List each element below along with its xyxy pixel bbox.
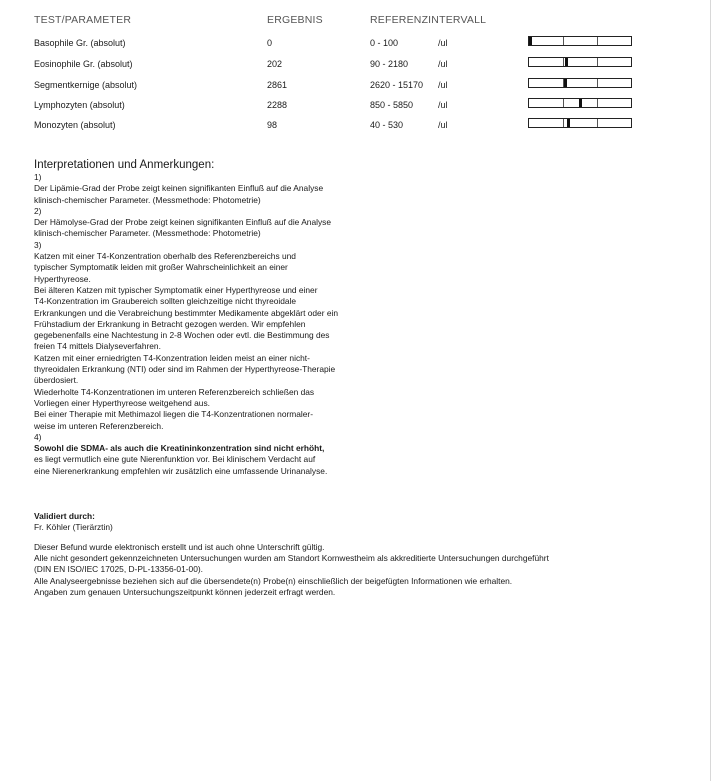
- note-number: 2): [34, 205, 42, 216]
- table-row: [4, 59, 704, 79]
- table-row: [4, 100, 704, 120]
- note-line: Katzen mit einer erniedrigten T4-Konzentration leiden meist an einer nicht-: [34, 352, 310, 363]
- footer-line: (DIN EN ISO/IEC 17025, D-PL-13356-01-00).: [34, 564, 203, 575]
- table-row: [4, 38, 704, 58]
- validator-name: Fr. Köhler (Tierärztin): [34, 522, 113, 533]
- note-line: Wiederholte T4-Konzentrationen im unteren Referenzbereich schließen das: [34, 386, 315, 397]
- parameter-name: Basophile Gr. (absolut): [34, 38, 126, 48]
- range-indicator: [528, 57, 632, 67]
- note-line: überdosiert.: [34, 375, 79, 386]
- result-value: 98: [267, 120, 278, 130]
- table-row: [4, 120, 704, 140]
- range-indicator: [528, 98, 632, 108]
- note-line: thyreoidalen Erkrankung (NTI) oder sind im Rahmen der Hyperthyreose-Therapie: [34, 364, 336, 375]
- range-indicator: [528, 78, 632, 88]
- reference-range: 850 - 5850: [370, 100, 414, 110]
- note-line: weise im unteren Referenzbereich.: [34, 420, 164, 431]
- note-line: klinisch-chemischer Parameter. (Messmethode: Photometrie): [34, 228, 261, 239]
- range-marker: [565, 58, 568, 66]
- range-indicator: [528, 36, 632, 46]
- note-number: 3): [34, 239, 42, 250]
- range-marker: [529, 37, 532, 45]
- parameter-name: Lymphozyten (absolut): [34, 100, 125, 110]
- range-marker: [579, 99, 582, 107]
- footer-line: Dieser Befund wurde elektronisch erstellt und ist auch ohne Unterschrift gültig.: [34, 541, 325, 552]
- note-line: Vorliegen einer Hyperthyreose weitgehend aus.: [34, 397, 210, 408]
- note-line: Frühstadium der Erkrankung in Betracht gezogen werden. Wir empfehlen: [34, 318, 306, 329]
- reference-range: 0 - 100: [370, 38, 399, 48]
- note-line: freien T4 mittels Dialyseverfahren.: [34, 341, 161, 352]
- header-result: ERGEBNIS: [267, 14, 323, 26]
- footer-line: Alle Analyseergebnisse beziehen sich auf die übersendete(n) Probe(n) einschließlich der beigefügten Informationen wie erhalten.: [34, 575, 513, 586]
- result-value: 2861: [267, 80, 288, 90]
- reference-range: 2620 - 15170: [370, 80, 424, 90]
- note-line-bold: Sowohl die SDMA- als auch die Kreatininkonzentration sind nicht erhöht,: [34, 443, 325, 454]
- note-line: Der Hämolyse-Grad der Probe zeigt keinen signifikanten Einfluß auf die Analyse: [34, 217, 332, 228]
- note-line: gegebenenfalls eine Nachtestung in 2-8 Wochen oder evtl. die Bestimmung des: [34, 330, 330, 341]
- note-line: Bei einer Therapie mit Methimazol liegen die T4-Konzentrationen normaler-: [34, 409, 313, 420]
- range-indicator: [528, 118, 632, 128]
- unit-label: /ul: [438, 59, 448, 69]
- note-number: 4): [34, 431, 42, 442]
- result-value: 202: [267, 59, 283, 69]
- note-line: klinisch-chemischer Parameter. (Messmethode: Photometrie): [34, 194, 261, 205]
- reference-range: 90 - 2180: [370, 59, 409, 69]
- result-value: 2288: [267, 100, 288, 110]
- parameter-name: Segmentkernige (absolut): [34, 80, 138, 90]
- note-line: Der Lipämie-Grad der Probe zeigt keinen signifikanten Einfluß auf die Analyse: [34, 183, 324, 194]
- note-number: 1): [34, 172, 42, 182]
- parameter-name: Monozyten (absolut): [34, 120, 116, 130]
- note-line: Hyperthyreose.: [34, 273, 91, 284]
- header-reference: REFERENZINTERVALL: [370, 14, 487, 26]
- interpretation-title: Interpretationen und Anmerkungen:: [34, 159, 215, 171]
- footer-line: Alle nicht gesondert gekennzeichneten Untersuchungen wurden am Standort Kornwestheim als akkreditierte Untersuchungen durchgeführt: [34, 552, 549, 563]
- range-marker: [564, 79, 567, 87]
- note-line: es liegt vermutlich eine gute Nierenfunktion vor. Bei klinischem Verdacht auf: [34, 454, 316, 465]
- interpretation-section: [34, 158, 684, 598]
- unit-label: /ul: [438, 38, 448, 48]
- report-page: [4, 0, 711, 781]
- note-line: Bei älteren Katzen mit typischer Symptomatik einer Hyperthyreose und einer: [34, 284, 318, 295]
- note-line: Katzen mit einer T4-Konzentration oberhalb des Referenzbereichs und: [34, 251, 296, 262]
- result-value: 0: [267, 38, 273, 48]
- reference-range: 40 - 530: [370, 120, 404, 130]
- validated-label: Validiert durch:: [34, 511, 95, 522]
- range-marker: [567, 119, 570, 127]
- note-line: typischer Symptomatik leiden mit großer Wahrscheinlichkeit an einer: [34, 262, 288, 273]
- footer-line: Angaben zum genauen Untersuchungszeitpunkt können jederzeit erfragt werden.: [34, 586, 336, 597]
- unit-label: /ul: [438, 80, 448, 90]
- note-3-text: [34, 251, 684, 432]
- table-row: [4, 80, 704, 100]
- note-line: Erkrankungen und die Verabreichung bestimmter Medikamente abgeklärt oder ein: [34, 307, 339, 318]
- parameter-name: Eosinophile Gr. (absolut): [34, 59, 133, 69]
- footer-notes: [34, 542, 684, 598]
- unit-label: /ul: [438, 100, 448, 110]
- note-line: T4-Konzentration im Graubereich sollten gleichzeitige nicht thyreoidale: [34, 296, 297, 307]
- header-test: TEST/PARAMETER: [34, 14, 132, 26]
- unit-label: /ul: [438, 120, 448, 130]
- note-line: eine Nierenerkrankung empfehlen wir zusätzlich eine umfassende Urinanalyse.: [34, 465, 328, 476]
